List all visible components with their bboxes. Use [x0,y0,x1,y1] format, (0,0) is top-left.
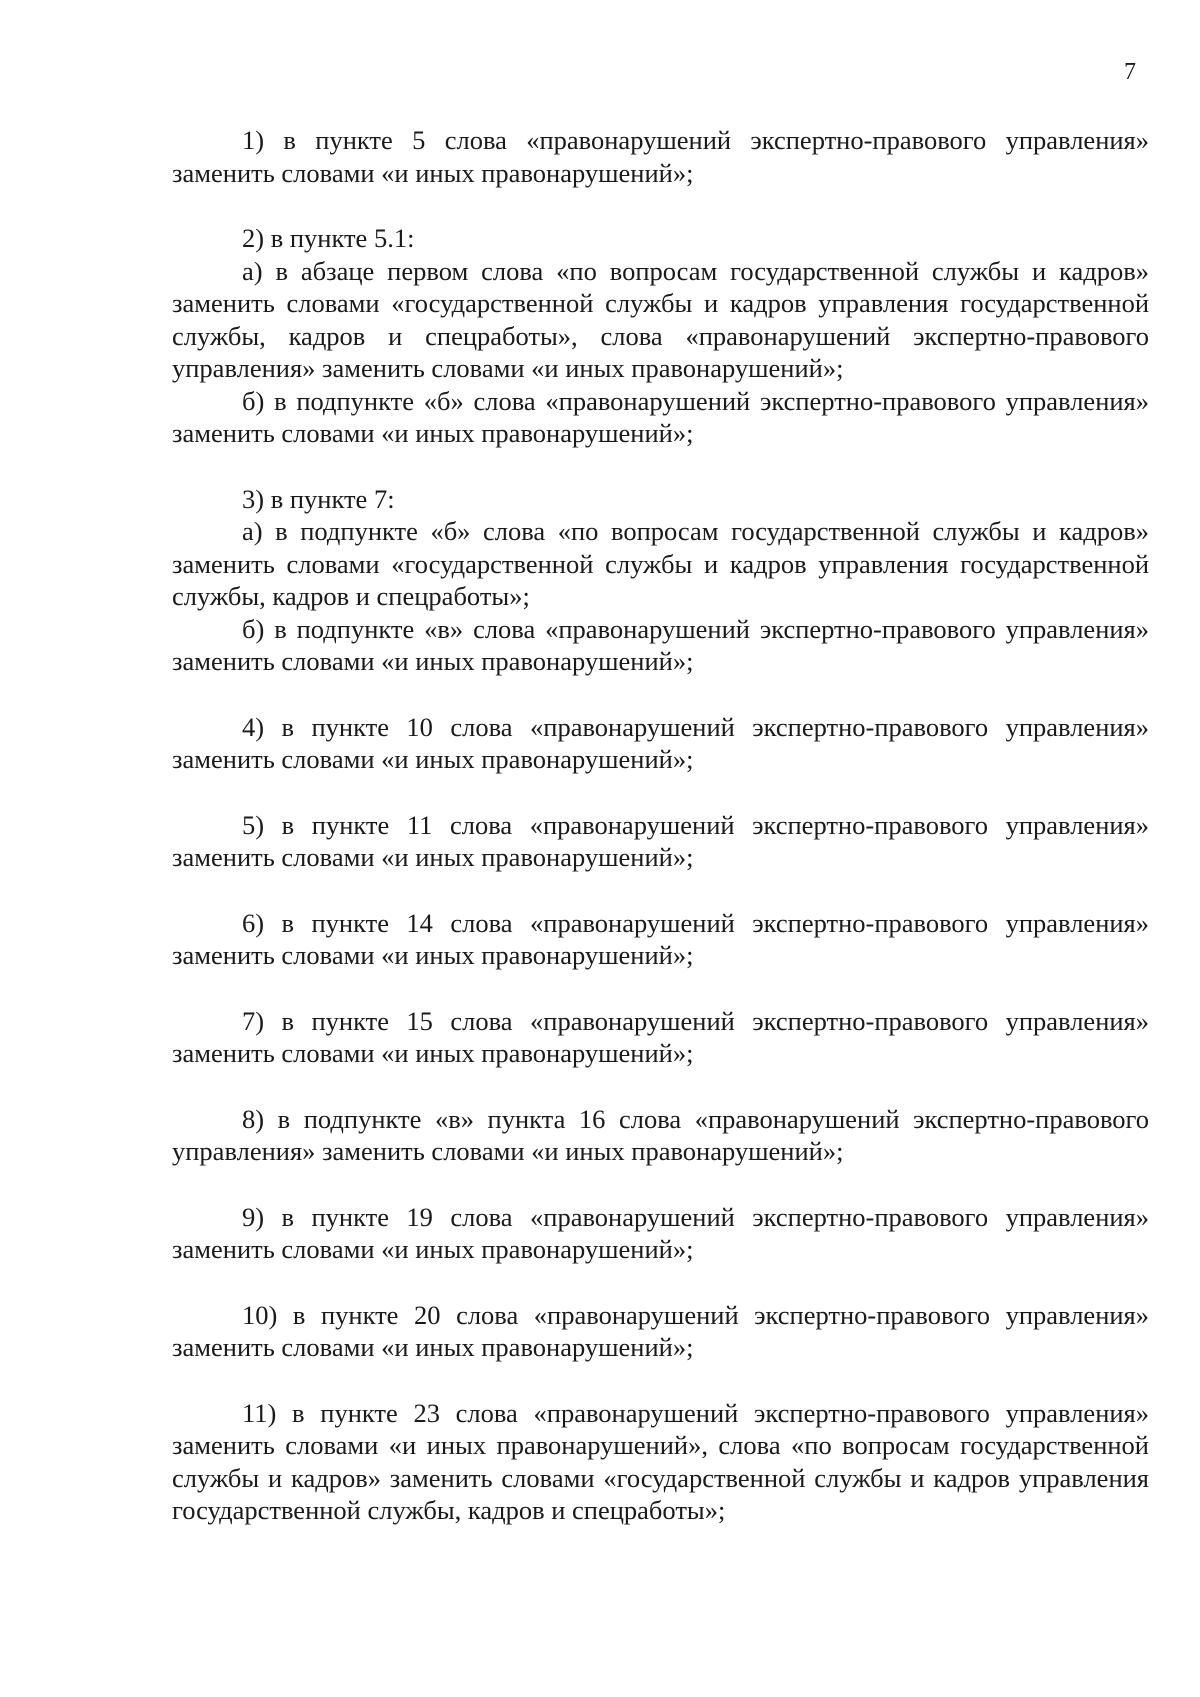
amendment-subparagraph: а) в абзаце первом слова «по вопросам государственной службы и кадров» заменить словами «государственной службы и кадров управления государственной службы, кадров и спецработы», слова «правонарушений экспертно-правового управления» заменить словами «и иных правонарушений»; [172,255,1149,383]
amendment-paragraph: 11) в пункте 23 слова «правонарушений экспертно-правового управления» заменить словами «и иных правонарушений», слова «по вопросам государственной службы и кадров» заменить словами «государственной службы и кадров управления государственной службы, кадров и спецработы»; [172,1397,1149,1525]
amendment-item [172,483,1149,678]
page-number: 7 [1124,59,1136,85]
amendment-item [172,1005,1149,1070]
amendment-paragraph: 8) в подпункте «в» пункта 16 слова «правонарушений экспертно-правового управления» заменить словами «и иных правонарушений»; [172,1103,1149,1166]
amendment-paragraph: 7) в пункте 15 слова «правонарушений экспертно-правового управления» заменить словами «и иных правонарушений»; [172,1005,1149,1068]
amendment-subparagraph: б) в подпункте «б» слова «правонарушений экспертно-правового управления» заменить словами «и иных правонарушений»; [172,385,1149,448]
amendment-paragraph: 3) в пункте 7: [242,483,395,514]
amendment-paragraph: 2) в пункте 5.1: [242,223,415,253]
amendment-item [172,1397,1149,1527]
amendment-subparagraph: б) в подпункте «в» слова «правонарушений экспертно-правового управления» заменить словами «и иных правонарушений»; [172,613,1149,676]
amendment-item [172,907,1149,972]
amendment-paragraph: 1) в пункте 5 слова «правонарушений экспертно-правового управления» заменить словами «и иных правонарушений»; [172,125,1149,188]
amendment-item [172,1103,1149,1168]
document-body [172,124,1149,1527]
amendment-item [172,809,1149,874]
amendment-paragraph: 6) в пункте 14 слова «правонарушений экспертно-правового управления» заменить словами «и иных правонарушений»; [172,907,1149,970]
amendment-subparagraph: а) в подпункте «б» слова «по вопросам государственной службы и кадров» заменить словами «государственной службы и кадров управления государственной службы, кадров и спецработы»; [172,516,1149,611]
amendment-item [172,711,1149,776]
amendment-item [172,1201,1149,1266]
amendment-item [172,222,1149,450]
amendment-paragraph: 5) в пункте 11 слова «правонарушений экспертно-правового управления» заменить словами «и иных правонарушений»; [172,809,1149,872]
amendment-paragraph: 10) в пункте 20 слова «правонарушений экспертно-правового управления» заменить словами «и иных правонарушений»; [172,1299,1149,1362]
amendment-item [172,1299,1149,1364]
amendment-paragraph: 9) в пункте 19 слова «правонарушений экспертно-правового управления» заменить словами «и иных правонарушений»; [172,1201,1149,1264]
amendment-paragraph: 4) в пункте 10 слова «правонарушений экспертно-правового управления» заменить словами «и иных правонарушений»; [172,711,1149,774]
amendment-item [172,124,1149,189]
